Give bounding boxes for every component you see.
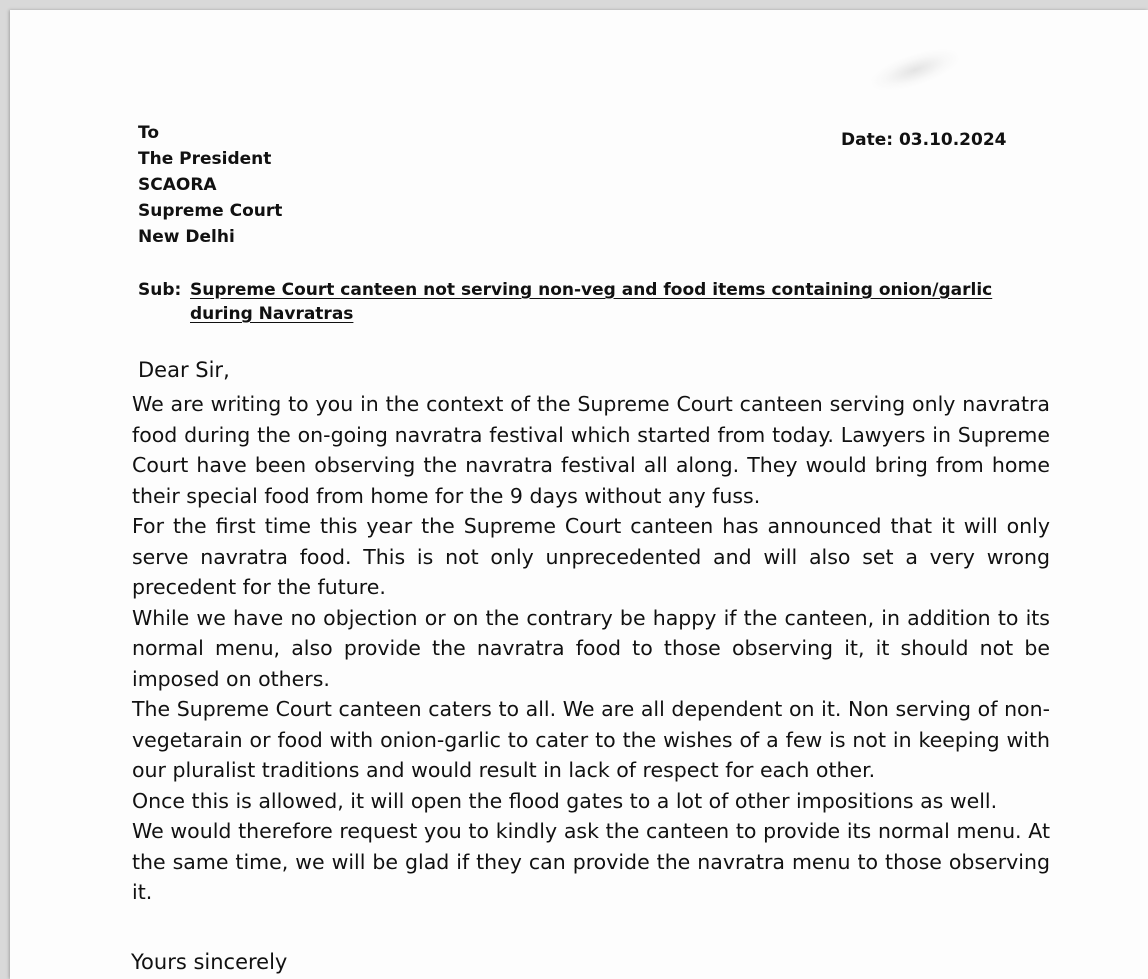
body-paragraph: Once this is allowed, it will open the flood gates to a lot of other impositions as well. xyxy=(132,788,998,813)
body-paragraph: The Supreme Court canteen caters to all. We are all dependent on it. Non serving of non-vegetarain or food with onion-garlic to cater to the wishes of a few is not in keeping with our pluralist traditions and would result in lack of respect for each other. xyxy=(132,697,1050,782)
address-line: New Delhi xyxy=(138,227,235,247)
body-paragraph: We would therefore request you to kindly ask the canteen to provide its normal menu. At the same time, we will be glad if they can provide the navratra menu to those observing it. xyxy=(132,819,1050,904)
body-paragraph: While we have no objection or on the contrary be happy if the canteen, in addition to its normal menu, also provide the navratra food to those observing it, it should not be imposed on others. xyxy=(132,605,1050,691)
address-line: The President xyxy=(138,149,272,169)
closing: Yours sincerely xyxy=(131,950,288,974)
letter-date: Date: 03.10.2024 xyxy=(841,130,1007,150)
subject-text: Supreme Court canteen not serving non-veg and food items containing onion/garlic during Navratras xyxy=(190,280,993,324)
address-line: Supreme Court xyxy=(138,201,283,221)
address-line: To xyxy=(138,123,160,143)
recipient-address xyxy=(138,120,282,250)
letter-page xyxy=(10,10,1148,979)
salutation: Dear Sir, xyxy=(138,358,230,382)
paper-smudge xyxy=(868,42,963,98)
address-line: SCAORA xyxy=(138,175,217,195)
letter-body xyxy=(132,389,1050,908)
body-paragraph: We are writing to you in the context of the Supreme Court canteen serving only navratra food during the on-going navratra festival which started from today. Lawyers in Supreme Court have been observing the navratra festival all along. They would bring from home their special food from home for the 9 days without any fuss. xyxy=(132,392,1050,508)
subject-label: Sub: xyxy=(138,280,182,300)
body-paragraph: For the first time this year the Supreme Court canteen has announced that it will only serve navratra food. This is not only unprecedented and will also set a very wrong precedent for the future. xyxy=(132,514,1050,599)
